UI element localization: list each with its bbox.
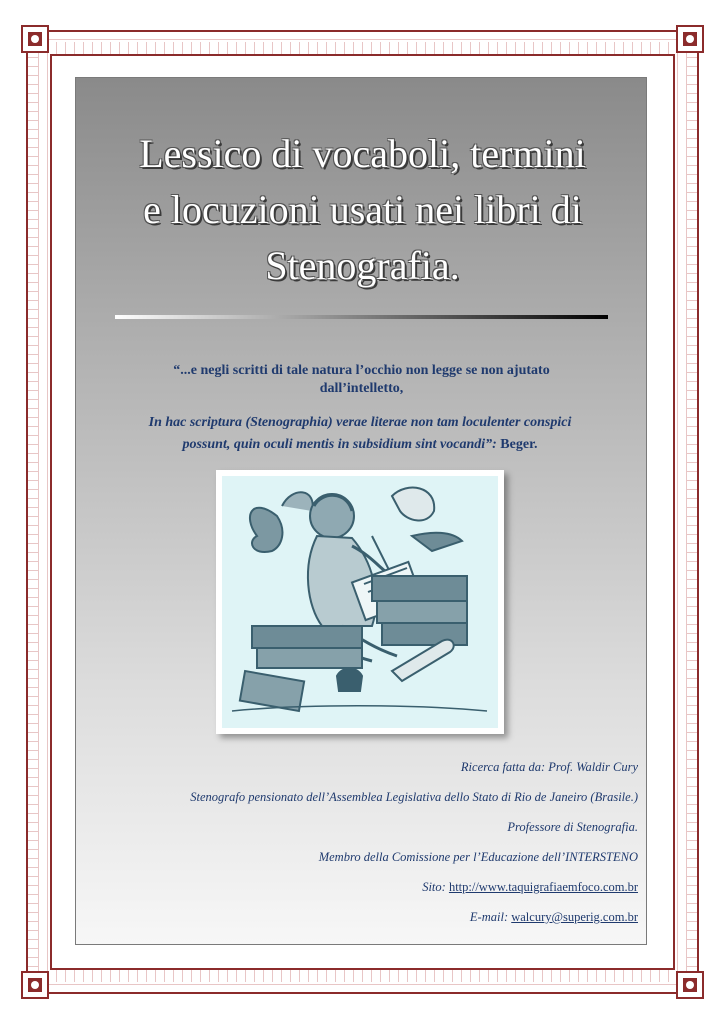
title-line-2: e locuzioni usati nei libri di — [143, 187, 582, 232]
email-label: E-mail: — [469, 910, 509, 924]
italian-quote-line-2: dall’intelletto, — [319, 381, 404, 396]
corner-ornament-icon — [673, 22, 707, 56]
credits-role-2: Professore di Stenografia. — [507, 820, 638, 834]
credits-site — [78, 872, 638, 902]
credits-research: Ricerca fatta da: Prof. Waldir Cury — [460, 760, 638, 774]
latin-quote-line-1: In hac scriptura (Stenographia) verae literae non tam loculenter conspici — [148, 415, 572, 430]
corner-ornament-icon — [18, 968, 52, 1002]
corner-ornament-icon — [18, 22, 52, 56]
latin-quote — [100, 412, 620, 456]
corner-ornament-icon — [673, 968, 707, 1002]
title-line-1: Lessico di vocaboli, termini — [139, 131, 586, 176]
credits-role-3: Membro della Comissione per l’Educazione dell’INTERSTENO — [318, 850, 638, 864]
site-link[interactable]: http://www.taquigrafiaemfoco.com.br — [448, 880, 638, 894]
title-divider — [115, 315, 608, 319]
site-label: Sito: — [422, 880, 446, 894]
credits-email — [78, 902, 638, 932]
italian-quote — [115, 362, 608, 398]
email-link[interactable]: walcury@superig.com.br — [511, 910, 638, 924]
latin-quote-line-2-text: possunt, quin oculi mentis in subsidium sint vocandi”: — [182, 437, 497, 452]
credits-role-1: Stenografo pensionato dell’Assemblea Legislativa dello Stato di Rio de Janeiro (Brasile.) — [190, 790, 638, 804]
cherub-writing-illustration — [216, 470, 504, 734]
italian-quote-line-1: “...e negli scritti di tale natura l’occhio non legge se non ajutato — [173, 363, 550, 378]
quote-author: Beger. — [496, 437, 538, 452]
document-title — [0, 126, 725, 294]
latin-quote-line-2 — [100, 434, 620, 456]
title-line-3: Stenografia. — [265, 243, 460, 288]
credits-block — [78, 752, 638, 932]
engraving-drawing — [222, 476, 498, 728]
